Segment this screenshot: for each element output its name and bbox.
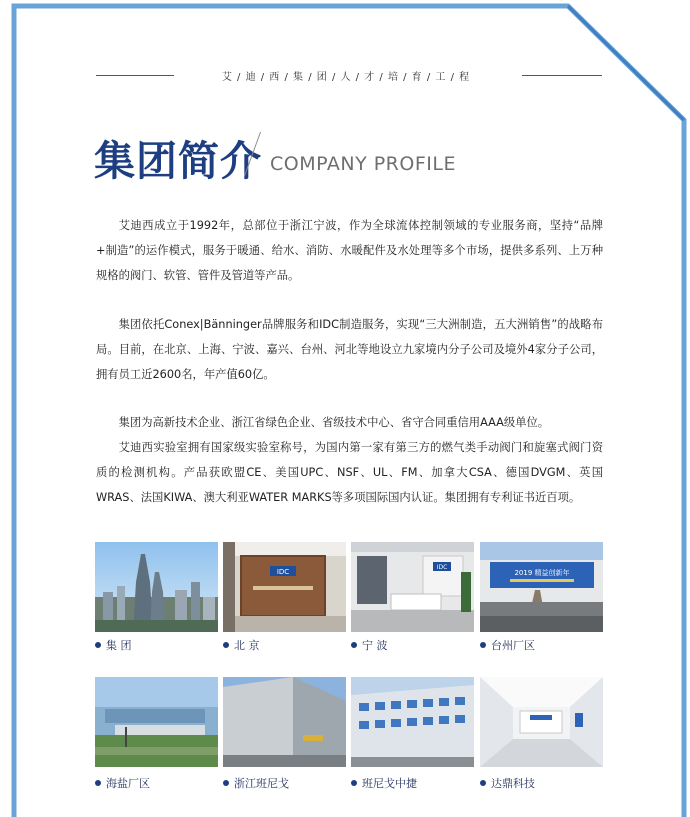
caption-taizhou [480,637,535,653]
bullet-icon [95,780,101,786]
photo-beijing-office [223,542,346,632]
caption-text: 集 团 [106,639,132,652]
caption-zhejiang-benniger [223,775,289,791]
caption-text: 宁 波 [362,639,388,652]
header-rule-left [96,75,174,76]
caption-text: 浙江班尼戈 [234,777,289,790]
page-subtitle: COMPANY PROFILE [270,153,456,175]
photo-haiyan-factory [95,677,218,767]
caption-dading [480,775,535,791]
caption-text: 达鼎科技 [491,777,535,790]
caption-benniger-zhongjie [351,775,417,791]
caption-text: 班尼戈中捷 [362,777,417,790]
photo-benniger-zhongjie [351,677,474,767]
lab-paragraph: 艾迪西实验室拥有国家级实验室称号，为国内第一家有第三方的燃气类手动阀门和旋塞式阀门资质的检测机构。产品获欧盟CE、美国UPC、NSF、UL、FM、加拿大CSA、德国DVGM、英国WRAS、法国KIWA、澳大利亚WATER MARKS等多项国际国内认证。集团拥有专利证书近百项。 [96,441,603,504]
idc-sign-text: IDC [276,568,290,576]
factory-banner-text: 2019 精益创新年 [514,569,570,577]
caption-text: 海盐厂区 [106,777,150,790]
photo-taizhou-factory [480,542,603,632]
caption-beijing [223,637,260,653]
caption-haiyan [95,775,150,791]
bullet-icon [95,642,101,648]
photo-group-city [95,542,218,632]
bullet-icon [351,780,357,786]
header-rule-right [522,75,602,76]
idc-sign-text-2: IDC [436,564,448,571]
bullet-icon [351,642,357,648]
header-text: 艾 / 迪 / 西 / 集 / 团 / 人 / 才 / 培 / 育 / 工 / 程 [221,72,471,83]
intro-paragraph: 艾迪西成立于1992年，总部位于浙江宁波，作为全球流体控制领域的专业服务商，坚持“品牌+制造”的运作模式，服务于暖通、给水、消防、水暖配件及水处理等多个市场，提供多系列、上万种规格的阀门、软管、管件及管道等产品。 [96,219,603,282]
caption-group [95,637,132,653]
bullet-icon [223,780,229,786]
photo-dading-tech [480,677,603,767]
photo-zhejiang-benniger [223,677,346,767]
photo-ningbo-lobby [351,542,474,632]
caption-ningbo [351,637,388,653]
bullet-icon [223,642,229,648]
bullet-icon [480,780,486,786]
honors-paragraph: 集团为高新技术企业、浙江省绿色企业、省级技术中心、省守合同重信用AAA级单位。 [118,416,550,429]
strategy-paragraph: 集团依托Conex|Bänninger品牌服务和IDC制造服务，实现“三大洲制造，五大洲销售”的战略布局。目前，在北京、上海、宁波、嘉兴、台州、河北等地设立九家境内分子公司及境外4家分子公司，拥有员工近2600名，年产值60亿。 [96,318,603,381]
caption-text: 台州厂区 [491,639,535,652]
page-title: 集团简介 [94,137,262,185]
bullet-icon [480,642,486,648]
caption-text: 北 京 [234,639,260,652]
